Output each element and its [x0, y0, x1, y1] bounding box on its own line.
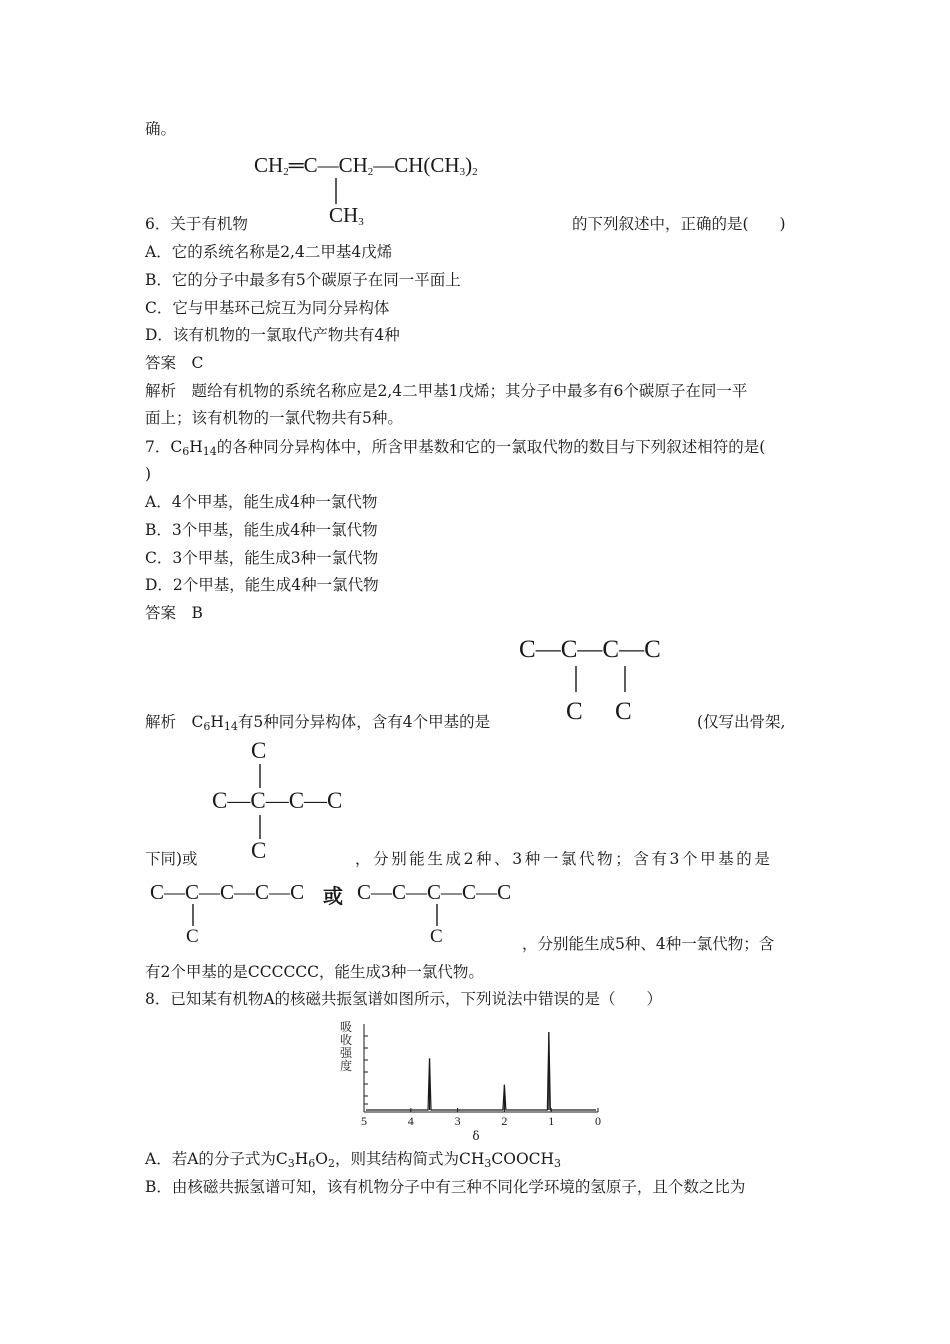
- formula-main-chain: $CH_2═C—CH_2—CH(CH_3)_2$: [254, 153, 478, 178]
- question-7-explanation-2-end: ，分别能生成2种、3种一氯代物；含有3个甲基的是: [355, 850, 773, 868]
- skeleton-1-bond-left: [570, 666, 582, 694]
- question-7-explanation-2: 下同)或: [145, 850, 198, 868]
- question-7-option-b: B．3个甲基，能生成4种一氯代物: [145, 521, 378, 539]
- question-6-explanation-1: 解析 题给有机物的系统名称应是2,4二甲基1戊烯；其分子中最多有6个碳原子在同一平: [145, 382, 748, 400]
- nmr-peaks: [430, 1032, 549, 1110]
- x-axis-tick-labels: [361, 1114, 601, 1128]
- skeleton-1-bond-right: [619, 666, 631, 694]
- question-6-stem-end: 的下列叙述中，正确的是( ): [572, 215, 786, 233]
- question-7-stem: 7．$C_6H_{14}$的各种同分异构体中，所含甲基数和它的一氯取代物的数目与下列叙述相符的是(: [145, 438, 766, 458]
- question-7-explanation-3: ，分别能生成5种、4种一氯代物；含: [522, 935, 775, 953]
- text-line-1: 确。: [145, 120, 177, 138]
- question-7-option-d: D．2个甲基，能生成4种一氯代物: [145, 576, 379, 594]
- question-6-explanation-2: 面上；该有机物的一氯代物共有5种。: [145, 409, 403, 427]
- question-7-stem-end: ): [145, 465, 152, 483]
- y-axis-label-char-2: 收: [340, 1033, 353, 1047]
- skeleton-3-main-chain: C—C—C—C—C: [150, 880, 305, 904]
- question-8-option-a: A．若A的分子式为$C_3H_6O_2$，则其结构简式为$CH_3COOCH_3$: [145, 1150, 562, 1170]
- skeleton-3-branch: C: [186, 926, 199, 947]
- question-6-stem: 6．关于有机物: [145, 215, 248, 233]
- question-6-option-b: B．它的分子中最多有5个碳原子在同一平面上: [145, 271, 461, 289]
- skeleton-2-branch-top: C: [251, 738, 267, 763]
- skeleton-2-branch-bottom: C: [251, 838, 267, 863]
- formula-branch-bond: [330, 178, 342, 206]
- question-8-stem: 8．已知某有机物A的核磁共振氢谱如图所示，下列说法中错误的是（ ）: [145, 990, 663, 1008]
- question-7-explanation-1-end: (仅写出骨架,: [697, 713, 786, 731]
- y-axis-label-char-1: 吸: [340, 1020, 353, 1034]
- x-axis-tick-label: 5: [361, 1114, 367, 1128]
- skeleton-4-bond: [431, 904, 443, 928]
- x-axis-label: δ: [472, 1129, 480, 1143]
- question-7-explanation-1: 解析 $C_6H_{14}$有5种同分异构体，含有4个甲基的是: [145, 713, 491, 733]
- question-7-option-c: C．3个甲基，能生成3种一氯代物: [145, 549, 379, 567]
- question-7-option-a: A．4个甲基，能生成4种一氯代物: [145, 493, 378, 511]
- question-7-answer: 答案 B: [145, 604, 203, 622]
- skeleton-1-branch-left: C: [566, 698, 583, 725]
- skeleton-4-main-chain: C—C—C—C—C: [357, 880, 512, 904]
- question-7-explanation-4: 有2个甲基的是CCCCCC，能生成3种一氯代物。: [145, 963, 484, 981]
- x-axis-tick-label: 1: [548, 1114, 555, 1128]
- skeleton-or-label: 或: [323, 886, 343, 908]
- skeleton-2-bond-top: [254, 764, 266, 790]
- question-6-answer: 答案 C: [145, 354, 204, 372]
- question-6-option-a: A．它的系统名称是2,4二甲基4戊烯: [145, 243, 393, 261]
- question-8-option-b: B．由核磁共振氢谱可知，该有机物分子中有三种不同化学环境的氢原子，且个数之比为: [145, 1178, 746, 1196]
- y-axis-label-char-4: 度: [340, 1059, 353, 1073]
- x-axis-tick-label: 3: [454, 1114, 461, 1128]
- y-axis-label-char-3: 强: [340, 1046, 353, 1060]
- skeleton-2-main-chain: C—C—C—C: [212, 788, 343, 813]
- x-axis-tick-label: 2: [501, 1114, 508, 1128]
- y-axis-ticks: [364, 1036, 368, 1104]
- skeleton-1-branch-right: C: [615, 698, 632, 725]
- skeleton-1-main-chain: C—C—C—C: [519, 636, 661, 663]
- x-axis-tick-label: 0: [595, 1114, 601, 1128]
- skeleton-4-branch: C: [430, 926, 443, 947]
- nmr-trace-line: [366, 1032, 596, 1110]
- skeleton-3-bond: [187, 904, 199, 928]
- question-6-option-d: D．该有机物的一氯取代产物共有4种: [145, 326, 400, 344]
- formula-branch-methyl: $CH_3$: [329, 203, 364, 228]
- nmr-spectrum-chart: [336, 1018, 608, 1144]
- x-axis-tick-label: 4: [407, 1114, 414, 1128]
- question-6-option-c: C．它与甲基环己烷互为同分异构体: [145, 299, 390, 317]
